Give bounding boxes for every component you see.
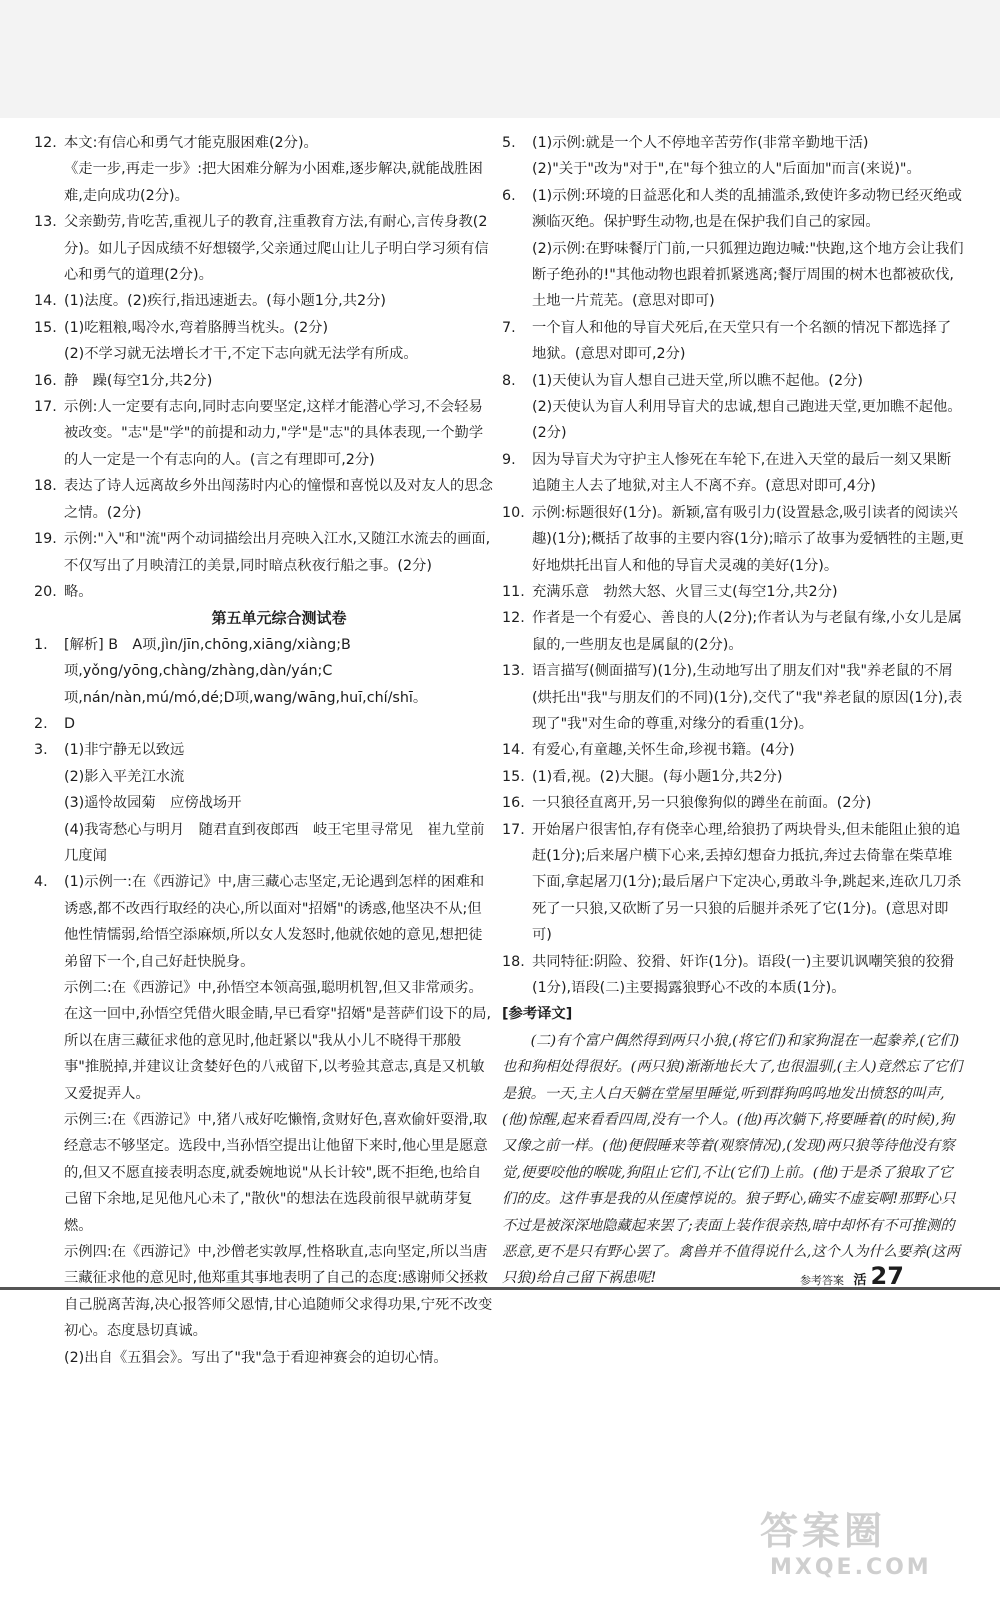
- answer-item: [502, 579, 964, 605]
- item-text: (1)示例:就是一个人不停地辛苦劳作(非常辛勤地干活): [532, 135, 869, 151]
- item-number: 16.: [34, 372, 57, 389]
- item-number: 18.: [34, 478, 57, 495]
- item-number: 13.: [34, 214, 57, 231]
- item-text: D: [64, 715, 76, 732]
- item-number: 6.: [502, 187, 516, 204]
- item-number: 7.: [502, 319, 516, 336]
- watermark: [760, 1500, 980, 1590]
- item-number: 15.: [502, 768, 525, 785]
- item-text: (1)吃粗粮,喝冷水,弯着胳膊当枕头。(2分): [64, 319, 329, 336]
- item-number: 18.: [502, 953, 525, 970]
- answer-item: [34, 526, 494, 579]
- item-text: (1)法度。(2)疾行,指迅速逝去。(每小题1分,共2分): [64, 293, 386, 310]
- answer-item: [34, 790, 494, 816]
- item-number: 19.: [34, 531, 57, 548]
- page-footer: [800, 1262, 904, 1290]
- item-text: 示例:标题很好(1分)。新颖,富有吸引力(设置悬念,吸引读者的阅读兴趣)(1分);概括了故事的主要内容(1分);暗示了故事为爱牺牲的主题,更好地烘托出盲人和他的导盲犬灵魂的美好(1分)。: [532, 504, 964, 574]
- item-number: 11.: [502, 583, 525, 600]
- item-text: 一个盲人和他的导盲犬死后,在天堂只有一个名额的情况下都选择了地狱。(意思对即可,2分): [532, 319, 952, 363]
- item-text: 静 躁(每空1分,共2分): [64, 372, 213, 389]
- item-text: 共同特征:阴险、狡猾、奸诈(1分)。语段(一)主要讥讽嘲笑狼的狡猾(1分),语段(二)主要揭露狼野心不改的本质(1分)。: [532, 953, 955, 996]
- answer-item: [502, 790, 964, 816]
- item-text: 《走一步,再走一步》:把大困难分解为小困难,逐步解决,就能战胜困难,走向成功(2分)。: [64, 161, 483, 204]
- item-text: 本文:有信心和勇气才能克服困难(2分)。: [64, 135, 318, 151]
- item-text: 作者是一个有爱心、善良的人(2分);作者认为与老鼠有缘,小女儿是属鼠的,一些朋友也是属鼠的(2分)。: [532, 610, 962, 653]
- item-text: 示例二:在《西游记》中,孙悟空本领高强,聪明机智,但又非常顽劣。在这一回中,孙悟空凭借火眼金睛,早已看穿"招婿"是菩萨们设下的局,所以在唐三藏征求他的意见时,他赶紧以"我从小儿不晓得干那般事"推脱掉,并建议让贪婪好色的八戒留下,以考验其意志,真是又机敏又爱捉弄人。: [64, 980, 492, 1102]
- answer-item: [502, 368, 964, 394]
- item-number: 14.: [34, 293, 57, 310]
- item-text: (1)看,视。(2)大腿。(每小题1分,共2分): [532, 768, 783, 785]
- item-text: (3)遥怜故园菊 应傍战场开: [64, 795, 242, 812]
- item-text: 一只狼径直离开,另一只狼像狗似的蹲坐在前面。(2分): [532, 795, 872, 812]
- answer-item: [34, 711, 494, 737]
- answer-item: [34, 632, 494, 711]
- item-number: 3.: [34, 742, 48, 759]
- answer-item: [502, 156, 964, 182]
- item-number: 2.: [34, 715, 48, 732]
- answer-item: [34, 764, 494, 790]
- answer-item: [34, 156, 494, 209]
- item-number: 9.: [502, 451, 516, 468]
- answer-item: [502, 183, 964, 236]
- answer-item: [34, 1239, 494, 1345]
- item-text: (2)"关于"改为"对于",在"每个独立的人"后面加"而言(来说)"。: [532, 161, 921, 178]
- watermark-en: MXQE.COM: [770, 1555, 932, 1580]
- answer-item: [502, 949, 964, 1002]
- item-text: 有爱心,有童趣,关怀生命,珍视书籍。(4分): [532, 742, 795, 759]
- answer-item: [502, 130, 964, 156]
- item-text: 开始屠户很害怕,存有侥幸心理,给狼扔了两块骨头,但未能阻止狼的追赶(1分);后来屠户横下心来,丢掉幻想奋力抵抗,奔过去倚靠在柴草堆下面,拿起屠刀(1分);最后屠户下定决心,勇敢斗争,跳起来,连砍几刀杀死了一只狼,又砍断了另一只狼的后腿并杀死了它(1分)。(意思对即可): [532, 821, 962, 944]
- answer-item: [34, 579, 494, 605]
- item-number: 8.: [502, 372, 516, 389]
- item-number: 5.: [502, 135, 516, 151]
- footer-label: 参考答案: [800, 1274, 844, 1287]
- item-text: (2)影入平羌江水流: [64, 768, 185, 785]
- item-text: 示例:"入"和"流"两个动词描绘出月亮映入江水,又随江水流去的画面,不仅写出了月映清江的美景,同时暗点秋夜行船之事。(2分): [64, 531, 491, 574]
- reference-translation-text: (二)有个富户偶然得到两只小狼,(将它们)和家狗混在一起豢养,(它们)也和狗相处得很好。(两只狼)渐渐地长大了,也很温驯,(主人)竟然忘了它们是狼。一天,主人白天躺在堂屋里睡觉,听到群狗呜呜地发出愤怒的叫声,(他)惊醒,起来看看四周,没有一个人。(他)再次躺下,将要睡着(的时候),狗又像之前一样。(他)便假睡来等着(观察情况),(发现)两只狼等待他没有察觉,便要咬他的喉咙,狗阻止它们,不让(它们)上前。(他)于是杀了狼取了它们的皮。这件事是我的从侄虞惇说的。狼子野心,确实不虚妄啊!那野心只不过是被深深地隐藏起来罢了;表面上装作很亲热,暗中却怀有不可推测的恶意,更不是只有野心罢了。禽兽并不值得说什么,这个人为什么要养(这两只狼)给自己留下祸患呢!: [502, 1032, 963, 1287]
- answer-item: [502, 764, 964, 790]
- item-number: 13.: [502, 663, 525, 680]
- item-text: 略。: [64, 583, 93, 600]
- item-number: 14.: [502, 742, 525, 759]
- item-text: (2)示例:在野味餐厅门前,一只狐狸边跑边喊:"快跑,这个地方会让我们断子绝孙的!"其他动物也跟着抓紧逃离;餐厅周围的树木也都被砍伐,土地一片荒芜。(意思对即可): [532, 240, 964, 310]
- answer-item: [502, 605, 964, 658]
- item-text: 示例三:在《西游记》中,猪八戒好吃懒惰,贪财好色,喜欢偷奸耍滑,取经意志不够坚定。选段中,当孙悟空提出让他留下来时,他心里是愿意的,但又不愿直接表明态度,就委婉地说"从长计较",既不拒绝,也给自己留下余地,足见他凡心未了,"散伙"的想法在选段前很早就萌芽复燃。: [64, 1112, 488, 1234]
- item-text: [解析] B A项,jìn/jīn,chōng,xiāng/xiàng;B项,yǒng/yōng,chàng/zhàng,dàn/yán;C项,nán/nàn,mú/mó,dé;D项,wang/wāng,huī,chí/shī。: [64, 636, 428, 706]
- answer-item: [34, 817, 494, 870]
- item-text: 充满乐意 勃然大怒、火冒三丈(每空1分,共2分): [532, 583, 838, 600]
- answer-item: [34, 341, 494, 367]
- answer-item: [34, 1345, 494, 1371]
- item-number: 20.: [34, 583, 57, 600]
- section-title: 第五单元综合测试卷: [211, 609, 347, 628]
- item-number: 10.: [502, 504, 525, 521]
- item-number: 17.: [502, 821, 525, 838]
- item-text: (1)天使认为盲人想自己进天堂,所以瞧不起他。(2分): [532, 372, 863, 389]
- answer-item: [34, 368, 494, 394]
- item-text: 语言描写(侧面描写)(1分),生动地写出了朋友们对"我"养老鼠的不屑(烘托出"我"与朋友们的不同)(1分),交代了"我"养老鼠的原因(1分),表现了"我"对生命的尊重,对缘分的看重(1分)。: [532, 663, 963, 732]
- item-text: 表达了诗人远离故乡外出闯荡时内心的憧憬和喜悦以及对友人的思念之情。(2分): [64, 478, 493, 521]
- top-margin-band: [0, 0, 1000, 118]
- answer-item: [502, 315, 964, 368]
- answer-item: [502, 500, 964, 579]
- right-column: [502, 130, 964, 1292]
- left-column: [34, 130, 494, 1371]
- item-text: (1)示例一:在《西游记》中,唐三藏心志坚定,无论遇到怎样的困难和诱惑,都不改西行取经的决心,所以面对"招婿"的诱惑,他坚决不从;但他性情懦弱,给悟空添麻烦,所以女人发怒时,他就依她的意见,想把徒弟留下一个,自己好赶快脱身。: [64, 874, 485, 970]
- item-text: 示例四:在《西游记》中,沙僧老实敦厚,性格耿直,志向坚定,所以当唐三藏征求他的意见时,他郑重其事地表明了自己的态度:感谢师父拯救自己脱离苦海,决心报答师父恩情,甘心追随师父求得功果,宁死不改变初心。态度恳切真诚。: [64, 1244, 493, 1340]
- item-text: (2)不学习就无法增长才干,不定下志向就无法学有所成。: [64, 346, 418, 363]
- item-text: (2)出自《五猖会》。写出了"我"急于看迎神赛会的迫切心情。: [64, 1349, 448, 1366]
- answer-item: [34, 130, 494, 156]
- answer-item: [502, 236, 964, 315]
- answer-item: [502, 658, 964, 737]
- answer-item: [34, 394, 494, 473]
- item-number: 1.: [34, 636, 48, 653]
- item-text: (2)天使认为盲人利用导盲犬的忠诚,想自己跑进天堂,更加瞧不起他。(2分): [532, 399, 962, 442]
- answer-item: [34, 975, 494, 1107]
- item-number: 16.: [502, 795, 525, 812]
- item-number: 17.: [34, 399, 57, 416]
- answer-item: [34, 737, 494, 763]
- answer-item: [502, 737, 964, 763]
- answer-item: [34, 315, 494, 341]
- item-text: 父亲勤劳,肯吃苦,重视儿子的教育,注重教育方法,有耐心,言传身教(2分)。如儿子因成绩不好想辍学,父亲通过爬山让儿子明白学习须有信心和勇气的道理(2分)。: [64, 214, 489, 284]
- answer-item: [34, 288, 494, 314]
- item-number: 15.: [34, 319, 57, 336]
- answer-item: [34, 869, 494, 975]
- item-text: (1)示例:环境的日益恶化和人类的乱捕滥杀,致使许多动物已经灭绝或濒临灭绝。保护野生动物,也是在保护我们自己的家园。: [532, 187, 962, 231]
- watermark-cn: 答案圈: [760, 1509, 887, 1553]
- item-number: 12.: [502, 610, 525, 627]
- answer-item: [502, 394, 964, 447]
- item-text: (1)非宁静无以致远: [64, 742, 185, 759]
- answer-item: [502, 447, 964, 500]
- footer-sub: 活: [853, 1273, 867, 1288]
- page-number: 27: [870, 1262, 904, 1290]
- item-text: 因为导盲犬为守护主人惨死在车轮下,在进入天堂的最后一刻又果断追随主人去了地狱,对主人不离不弃。(意思对即可,4分): [532, 451, 952, 495]
- answer-item: [34, 1107, 494, 1239]
- answer-item: [34, 473, 494, 526]
- item-text: 示例:人一定要有志向,同时志向要坚定,这样才能潜心学习,不会轻易被改变。"志"是"学"的前提和动力,"学"是"志"的具体表现,一个勤学的人一定是一个有志向的人。(言之有理即可,2分): [64, 399, 484, 468]
- item-text: (4)我寄愁心与明月 随君直到夜郎西 岐王宅里寻常见 崔九堂前几度闻: [64, 821, 485, 864]
- answer-item: [502, 817, 964, 949]
- item-number: 12.: [34, 135, 57, 151]
- answer-item: [34, 209, 494, 288]
- item-number: 4.: [34, 874, 48, 891]
- reference-translation-heading: [参考译文]: [502, 1006, 573, 1023]
